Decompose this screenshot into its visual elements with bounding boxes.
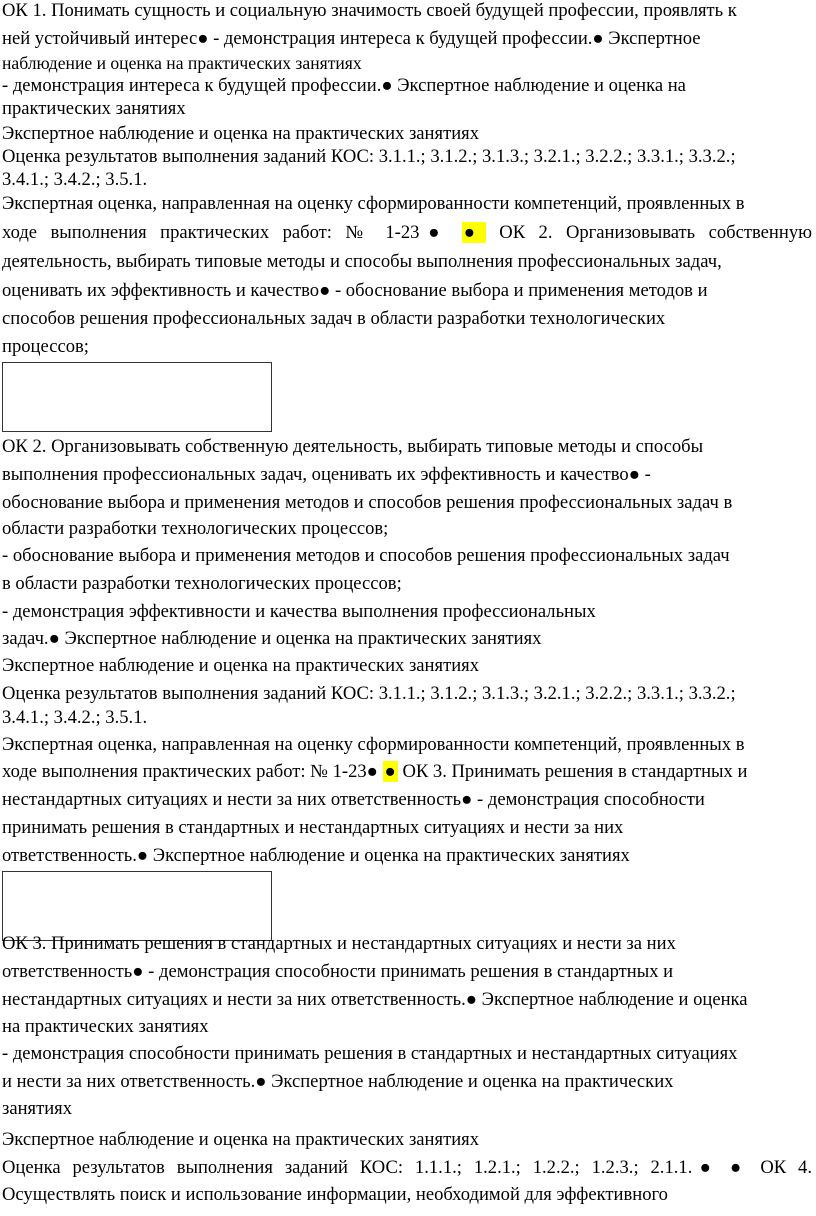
highlighted-bullet: ●: [463, 222, 484, 243]
text-line: ОК 1. Понимать сущность и социальную значимость своей будущей профессии, проявлять к: [2, 0, 737, 21]
text-line: практических занятиях: [2, 98, 186, 119]
text-segment: ходе выполнения практических работ: № 1-23●: [2, 222, 449, 243]
text-line: обоснование выбора и применения методов и способов решения профессиональных задач в: [2, 492, 733, 513]
text-line: ней устойчивый интерес● - демонстрация интереса к будущей профессии.● Экспертное: [2, 28, 701, 49]
text-line: - обоснование выбора и применения методов и способов решения профессиональных задач: [2, 545, 730, 566]
text-line: нестандартных ситуациях и нести за них ответственность.● Экспертное наблюдение и оценка: [2, 989, 748, 1010]
text-line: - демонстрация способности принимать решения в стандартных и нестандартных ситуациях: [2, 1043, 738, 1064]
text-line: Экспертное наблюдение и оценка на практических занятиях: [2, 1129, 479, 1150]
empty-frame: [2, 871, 272, 941]
text-line: оценивать их эффективность и качество● - обоснование выбора и применения методов и: [2, 280, 708, 301]
highlighted-bullet: ●: [384, 761, 396, 782]
text-line: ответственность● - демонстрация способности принимать решения в стандартных и: [2, 961, 674, 982]
text-line: на практических занятиях: [2, 1016, 209, 1037]
text-segment: ОК 2. Организовывать собственную: [499, 222, 813, 243]
text-line: 3.4.1.; 3.4.2.; 3.5.1.: [2, 169, 148, 190]
text-line: способов решения профессиональных задач в области разработки технологических: [2, 308, 666, 329]
text-line: Экспертная оценка, направленная на оценку сформированности компетенций, проявленных в: [2, 734, 745, 755]
text-line: выполнения профессиональных задач, оценивать их эффективность и качество● -: [2, 464, 651, 485]
text-line: [2, 222, 812, 244]
text-line: наблюдение и оценка на практических занятиях: [2, 53, 362, 73]
text-line: 3.4.1.; 3.4.2.; 3.5.1.: [2, 707, 148, 728]
text-line: ОК 2. Организовывать собственную деятельность, выбирать типовые методы и способы: [2, 436, 704, 457]
text-line: [2, 761, 812, 783]
text-line: Оценка результатов выполнения заданий КОС: 3.1.1.; 3.1.2.; 3.1.3.; 3.2.1.; 3.2.2.; 3.3.1.; 3.3.2.;: [2, 146, 736, 167]
text-line: Экспертное наблюдение и оценка на практических занятиях: [2, 123, 479, 144]
text-line: Экспертное наблюдение и оценка на практических занятиях: [2, 655, 479, 676]
empty-frame: [2, 362, 272, 432]
text-segment: ОК 3. Принимать решения в стандартных и: [402, 761, 748, 782]
text-line: области разработки технологических процессов;: [2, 518, 389, 539]
text-line: занятиях: [2, 1098, 73, 1119]
text-line: ОК 3. Принимать решения в стандартных и нестандартных ситуациях и нести за них: [2, 933, 676, 954]
text-line: принимать решения в стандартных и нестандартных ситуациях и нести за них: [2, 817, 624, 838]
text-line: задач.● Экспертное наблюдение и оценка на практических занятиях: [2, 628, 542, 649]
text-segment: ходе выполнения практических работ: № 1-23●: [2, 761, 378, 782]
text-line: ответственность.● Экспертное наблюдение и оценка на практических занятиях: [2, 845, 630, 866]
text-line: Оценка результатов выполнения заданий КОС: 3.1.1.; 3.1.2.; 3.1.3.; 3.2.1.; 3.2.2.; 3.3.1.; 3.3.2.;: [2, 683, 736, 704]
text-line: - демонстрация интереса к будущей профессии.● Экспертное наблюдение и оценка на: [2, 75, 686, 96]
text-line: Оценка результатов выполнения заданий КОС: 1.1.1.; 1.2.1.; 1.2.2.; 1.2.3.; 2.1.1.● ● ОК 4.: [2, 1157, 812, 1178]
text-line: процессов;: [2, 336, 89, 357]
text-line: - демонстрация эффективности и качества выполнения профессиональных: [2, 601, 596, 622]
text-line: и нести за них ответственность.● Экспертное наблюдение и оценка на практических: [2, 1071, 674, 1092]
text-line: нестандартных ситуациях и нести за них ответственность● - демонстрация способности: [2, 789, 705, 810]
text-line: Осуществлять поиск и использование информации, необходимой для эффективного: [2, 1184, 668, 1205]
text-line: Экспертная оценка, направленная на оценку сформированности компетенций, проявленных в: [2, 193, 745, 214]
text-line: деятельность, выбирать типовые методы и способы выполнения профессиональных задач,: [2, 251, 722, 272]
text-line: в области разработки технологических процессов;: [2, 573, 402, 594]
